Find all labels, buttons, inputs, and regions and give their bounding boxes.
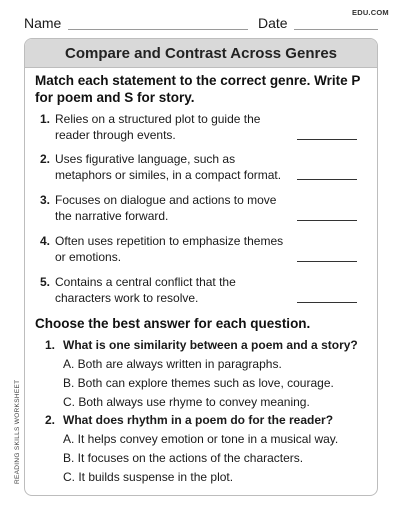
date-field-line[interactable] [294,29,378,30]
side-label: READING SKILLS WORKSHEET [14,379,21,484]
worksheet-title: Compare and Contrast Across Genres [25,39,377,68]
item-number: 4. [40,234,51,248]
answer-option[interactable]: B. It focuses on the actions of the characters. [63,451,304,465]
name-field-line[interactable] [68,29,248,30]
answer-line[interactable] [297,302,357,303]
site-logo: EDU.COM [352,8,389,17]
item-text: Focuses on dialogue and actions to move the narrative forward. [55,193,277,223]
question-text: What is one similarity between a poem and a story? [63,338,358,352]
answer-line[interactable] [297,220,357,221]
answer-option[interactable]: B. Both can explore themes such as love, courage. [63,376,334,390]
section1-instruction: Match each statement to the correct genre. Write P for poem and S for story. [35,73,361,105]
question-number: 2. [45,413,56,427]
item-number: 1. [40,112,51,126]
section2-instruction: Choose the best answer for each question. [35,316,311,331]
item-text: Relies on a structured plot to guide the reader through events. [55,112,261,142]
answer-line[interactable] [297,179,357,180]
item-text: Uses figurative language, such as metaphors or similes, in a compact format. [55,152,282,182]
answer-option[interactable]: A. Both are always written in paragraphs. [63,357,282,371]
item-text: Often uses repetition to emphasize themes or emotions. [55,234,284,264]
answer-option[interactable]: C. It builds suspense in the plot. [63,470,234,484]
item-text: Contains a central conflict that the characters work to resolve. [55,275,236,305]
name-label: Name [24,15,62,31]
item-number: 2. [40,152,51,166]
question-number: 1. [45,338,56,352]
item-number: 3. [40,193,51,207]
answer-line[interactable] [297,261,357,262]
question-text: What does rhythm in a poem do for the reader? [63,413,334,427]
date-label: Date [258,15,288,31]
answer-option[interactable]: C. Both always use rhyme to convey meaning. [63,395,310,409]
worksheet-card [24,38,378,496]
worksheet-header [0,0,400,38]
answer-option[interactable]: A. It helps convey emotion or tone in a musical way. [63,432,339,446]
item-number: 5. [40,275,51,289]
answer-line[interactable] [297,139,357,140]
